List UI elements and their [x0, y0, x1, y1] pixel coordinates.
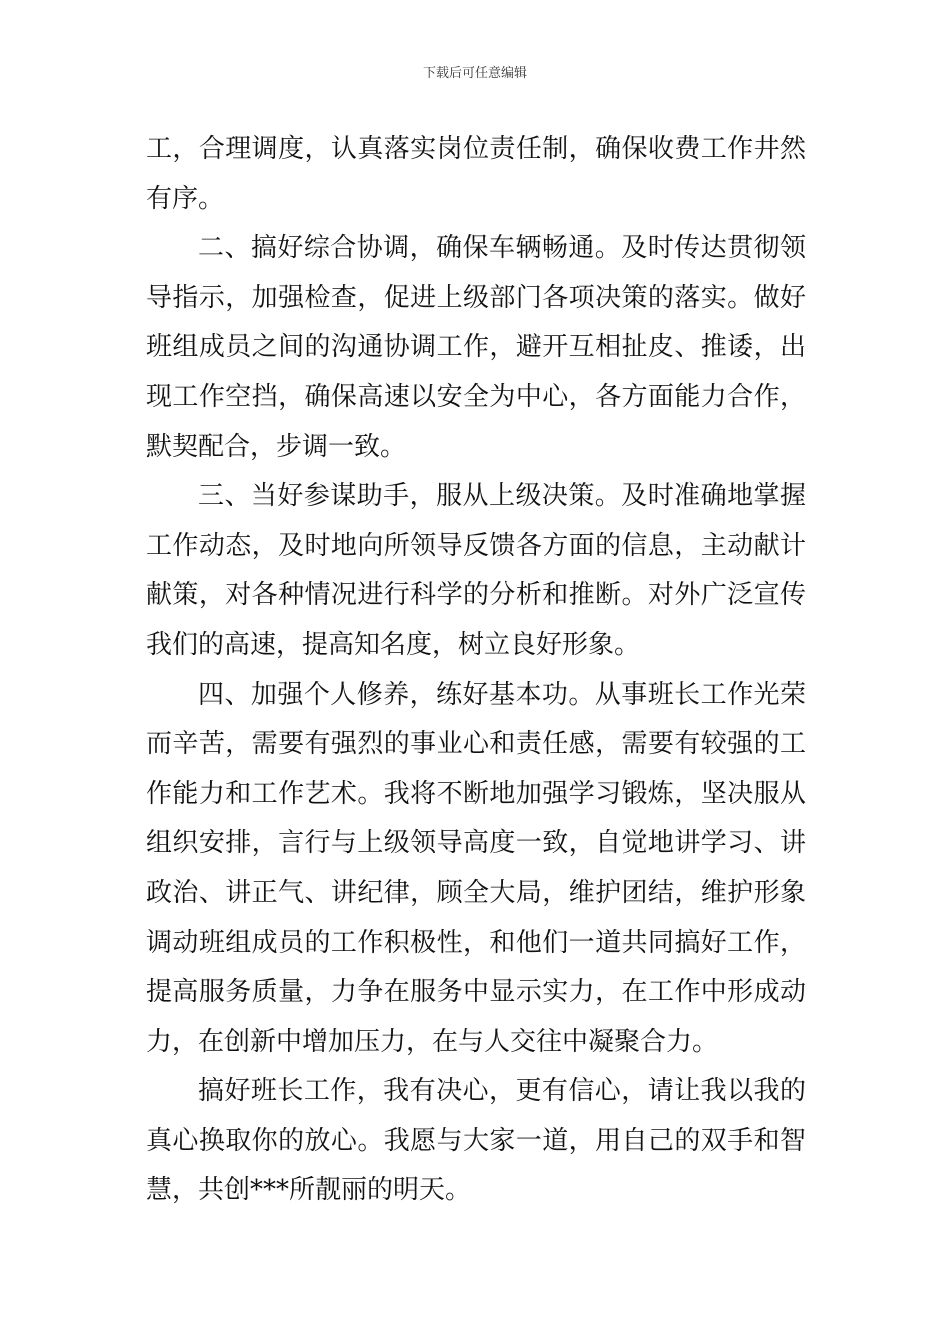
paragraph-closing: 搞好班长工作，我有决心，更有信心，请让我以我的真心换取你的放心。我愿与大家一道，用自己的双手和智慧，共创***所靓丽的明天。 — [146, 1076, 806, 1206]
paragraph-advisor: 三、当好参谋助手，服从上级决策。及时准确地掌握工作动态，及时地向所领导反馈各方面的信息，主动献计献策，对各种情况进行科学的分析和推断。对外广泛宣传我们的高速，提高知名度，树立良好形象。 — [146, 481, 806, 660]
paragraph-continuation: 工，合理调度，认真落实岗位责任制，确保收费工作井然有序。 — [146, 134, 806, 214]
document-body — [146, 125, 806, 1216]
paragraph-coordination: 二、搞好综合协调，确保车辆畅通。及时传达贯彻领导指示，加强检查，促进上级部门各项决策的落实。做好班组成员之间的沟通协调工作，避开互相扯皮、推诿，出现工作空挡，确保高速以安全为中心，各方面能力合作，默契配合，步调一致。 — [146, 233, 806, 462]
page-header-note: 下载后可任意编辑 — [422, 66, 527, 81]
paragraph-self-cultivation: 四、加强个人修养，练好基本功。从事班长工作光荣而辛苦，需要有强烈的事业心和责任感，需要有较强的工作能力和工作艺术。我将不断地加强学习锻炼，坚决服从组织安排，言行与上级领导高度一致，自觉地讲学习、讲政治、讲正气、讲纪律，顾全大局，维护团结，维护形象调动班组成员的工作积极性，和他们一道共同搞好工作，提高服务质量，力争在服务中显示实力，在工作中形成动力，在创新中增加压力，在与人交往中凝聚合力。 — [146, 679, 806, 1057]
